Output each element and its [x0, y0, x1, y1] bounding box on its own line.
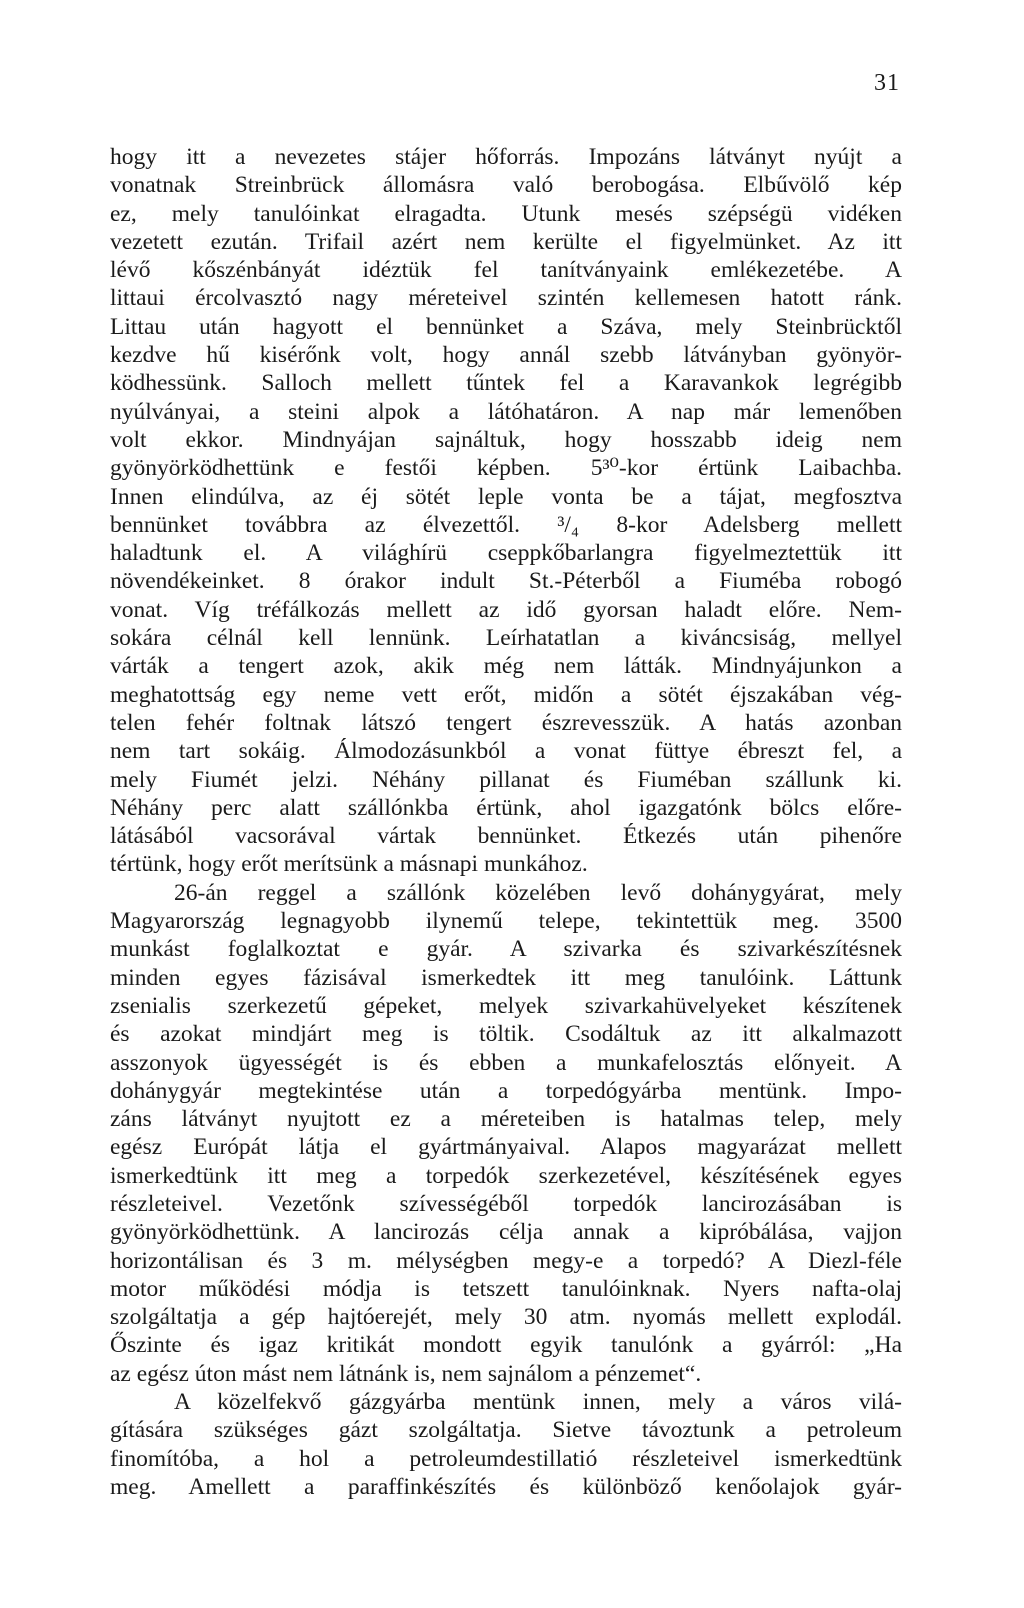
text-line: munkást foglalkoztat e gyár. A szivarka és szivarkészítésnek [110, 936, 902, 963]
text-line: telen fehér foltnak látszó tengert észrevesszük. A hatás azonban [110, 709, 902, 736]
text-line: vonatnak Streinbrück állomásra való berobogása. Elbűvölő kép [110, 172, 902, 199]
text-line: haladtunk el. A világhírü cseppkőbarlangra figyelmeztettük itt [110, 540, 902, 567]
body-text [110, 143, 902, 1501]
text-line: meghatottság egy neme vett erőt, midőn a sötét éjszakában vég- [110, 681, 902, 708]
text-line: volt ekkor. Mindnyájan sajnáltuk, hogy hosszabb ideig nem [110, 426, 902, 453]
text-line: ez, mely tanulóinkat elragadta. Utunk mesés szépségü vidéken [110, 200, 902, 227]
text-line: egész Európát látja el gyártmányaival. Alapos magyarázat mellett [110, 1134, 902, 1161]
text-line: Innen elindúlva, az éj sötét leple vonta be a tájat, megfosztva [110, 483, 902, 510]
text-line: Littau után hagyott el bennünket a Száva, mely Steinbrücktől [110, 313, 902, 340]
text-line: tértünk, hogy erőt merítsünk a másnapi munkához. [110, 851, 588, 878]
text-line: meg. Amellett a paraffinkészítés és különböző kenőolajok gyár- [110, 1473, 902, 1500]
text-line: ismerkedtünk itt meg a torpedók szerkezetével, készítésének egyes [110, 1162, 902, 1189]
text-line: nem tart sokáig. Álmodozásunkból a vonat füttye ébreszt fel, a [110, 738, 902, 765]
text-line: gyönyörködhettünk e festői képben. 5³⁰-kor értünk Laibachba. [110, 455, 902, 482]
text-line: Őszinte és igaz kritikát mondott egyik tanulónk a gyárról: „Ha [110, 1332, 902, 1359]
text-line: szolgáltatja a gép hajtóerejét, mely 30 atm. nyomás mellett explodál. [110, 1304, 902, 1331]
text-line: Magyarország legnagyobb ilynemű telepe, tekintettük meg. 3500 [110, 908, 902, 935]
text-line: minden egyes fázisával ismerkedtek itt meg tanulóink. Láttunk [110, 964, 902, 991]
text-line: Néhány perc alatt szállónkba értünk, ahol igazgatónk bölcs előre- [110, 794, 902, 821]
text-line: az egész úton mást nem látnánk is, nem sajnálom a pénzemet“. [110, 1360, 702, 1387]
text-line: asszonyok ügyességét is és ebben a munkafelosztás előnyeit. A [110, 1049, 902, 1076]
text-line: vezetett ezután. Trifail azért nem kerülte el figyelmünket. Az itt [110, 228, 902, 255]
text-line: 26-án reggel a szállónk közelében levő dohánygyárat, mely [174, 879, 902, 906]
text-line: finomítóba, a hol a petroleumdestillatió részleteivel ismerkedtünk [110, 1445, 902, 1472]
text-line: nyúlványai, a steini alpok a látóhatáron. A nap már lemenőben [110, 398, 902, 425]
text-line: sokára célnál kell lennünk. Leírhatatlan a kiváncsiság, mellyel [110, 625, 902, 652]
text-line: gyönyörködhettünk. A lancirozás célja annak a kipróbálása, vajjon [110, 1219, 902, 1246]
text-line: littaui ércolvasztó nagy méreteivel szintén kellemesen hatott ránk. [110, 285, 902, 312]
text-line: ködhessünk. Salloch mellett tűntek fel a Karavankok legrégibb [110, 370, 902, 397]
page-number: 31 [874, 70, 900, 96]
text-line: részleteivel. Vezetőnk szívességéből torpedók lancirozásában is [110, 1190, 902, 1217]
text-line: hogy itt a nevezetes stájer hőforrás. Impozáns látványt nyújt a [110, 144, 902, 170]
text-line: zsenialis szerkezetű gépeket, melyek szivarkahüvelyeket készítenek [110, 992, 902, 1019]
text-line: horizontálisan és 3 m. mélységben megy-e a torpedó? A Diezl-féle [110, 1247, 902, 1274]
text-line: várták a tengert azok, akik még nem látták. Mindnyájunkon a [110, 653, 902, 680]
text-line: bennünket továbbra az élvezettől. ³/₄ 8-kor Adelsberg mellett [110, 511, 902, 538]
text-line: motor működési módja is tetszett tanulóinknak. Nyers nafta-olaj [110, 1275, 902, 1302]
text-line: dohánygyár megtekintése után a torpedógyárba mentünk. Impo- [110, 1077, 902, 1104]
text-line: gítására szükséges gázt szolgáltatja. Sietve távoztunk a petroleum [110, 1417, 902, 1444]
text-line: látásából vacsorával vártak bennünket. Étkezés után pihenőre [110, 823, 902, 850]
text-line: A közelfekvő gázgyárba mentünk innen, mely a város vilá- [174, 1389, 902, 1416]
text-line: vonat. Víg tréfálkozás mellett az idő gyorsan haladt előre. Nem- [110, 596, 902, 623]
text-line: növendékeinket. 8 órakor indult St.-Péterből a Fiuméba robogó [110, 568, 902, 595]
text-line: lévő kőszénbányát idéztük fel tanítványaink emlékezetébe. A [110, 257, 902, 284]
text-line: kezdve hű kisérőnk volt, hogy annál szebb látványban gyönyör- [110, 342, 902, 369]
text-line: mely Fiumét jelzi. Néhány pillanat és Fiuméban szállunk ki. [110, 766, 902, 793]
text-line: és azokat mindjárt meg is töltik. Csodáltuk az itt alkalmazott [110, 1021, 902, 1048]
text-line: záns látványt nyujtott ez a méreteiben is hatalmas telep, mely [110, 1106, 902, 1133]
